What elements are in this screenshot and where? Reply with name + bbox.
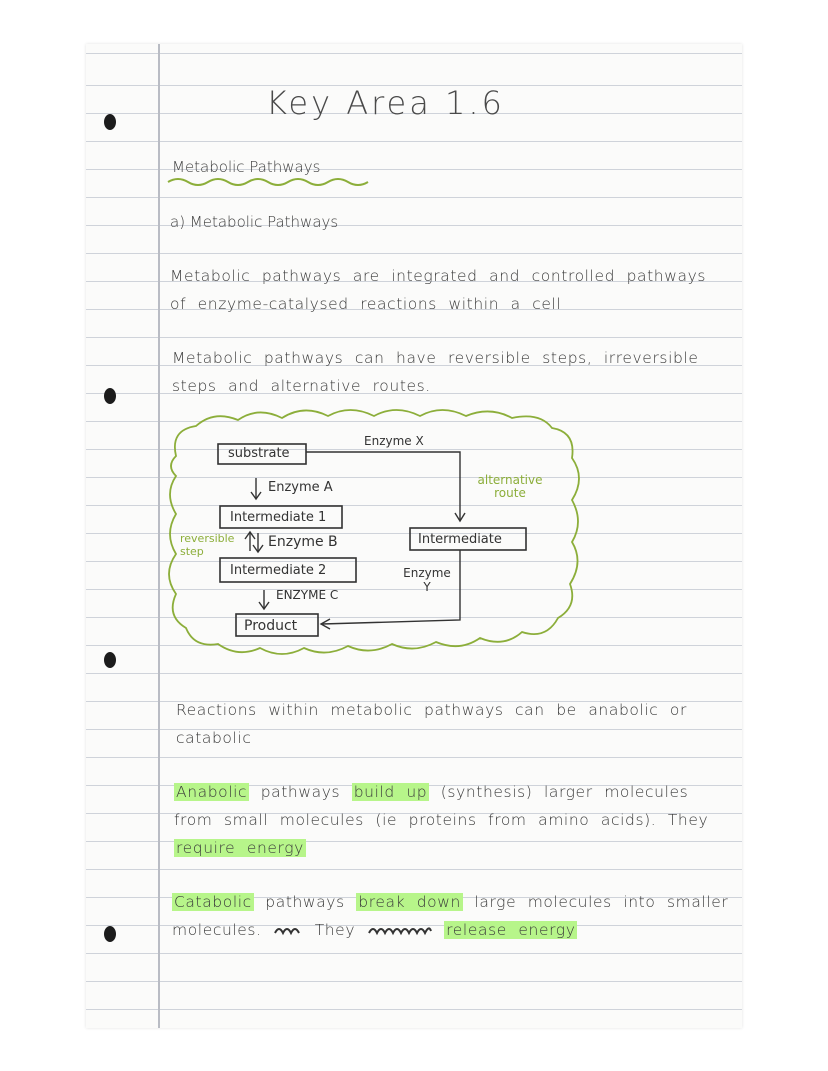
- reversible-step-label: reversible step: [180, 532, 235, 558]
- catabolic-phrase: break down: [358, 893, 461, 911]
- enzyme-c-label: ENZYME C: [276, 588, 339, 602]
- product-label: Product: [244, 618, 298, 634]
- anabolic-text: pathways: [260, 783, 341, 801]
- paragraph-anabolic-catabolic: Reactions within metabolic pathways can be anabolic or catabolic: [176, 701, 687, 747]
- anabolic-text: (synthesis) larger molecules from small molecules (ie proteins from amino acids).: [174, 783, 689, 829]
- section-heading: Metabolic Pathways: [172, 158, 321, 176]
- intermediate-label: Intermediate: [418, 532, 502, 547]
- catabolic-term: Catabolic: [174, 893, 252, 911]
- enzyme-a-label: Enzyme A: [268, 480, 333, 495]
- paragraph-steps: Metabolic pathways can have reversible steps, irreversible steps and alternative routes.: [172, 349, 699, 395]
- catabolic-text: pathways: [265, 893, 345, 911]
- anabolic-they: They: [667, 811, 709, 829]
- subsection-heading: a) Metabolic Pathways: [170, 213, 339, 231]
- catabolic-text: large molecules into smaller molecules.: [172, 893, 729, 939]
- enzyme-y-label: Enzyme Y: [403, 566, 451, 594]
- catabolic-they: They: [314, 921, 356, 939]
- intermediate1-label: Intermediate 1: [230, 510, 327, 525]
- anabolic-term: Anabolic: [176, 783, 248, 801]
- intermediate2-label: Intermediate 2: [230, 563, 327, 578]
- scribble-mark: [273, 923, 303, 937]
- alternative-route-label: alternative route: [477, 473, 543, 500]
- enzyme-b-label: Enzyme B: [268, 534, 338, 550]
- paragraph-definition: Metabolic pathways are integrated and controlled pathways of enzyme-catalysed reactions within a cell: [170, 267, 707, 313]
- catabolic-energy: release energy: [446, 921, 576, 939]
- enzyme-x-label: Enzyme X: [364, 434, 424, 448]
- paragraph-catabolic: [172, 888, 732, 944]
- page-title: Key Area 1.6: [266, 84, 505, 122]
- anabolic-energy: require energy: [176, 839, 304, 857]
- anabolic-phrase: build up: [353, 783, 428, 801]
- substrate-label: substrate: [228, 446, 290, 461]
- paragraph-anabolic: [174, 778, 726, 862]
- scribble-mark: [367, 923, 433, 937]
